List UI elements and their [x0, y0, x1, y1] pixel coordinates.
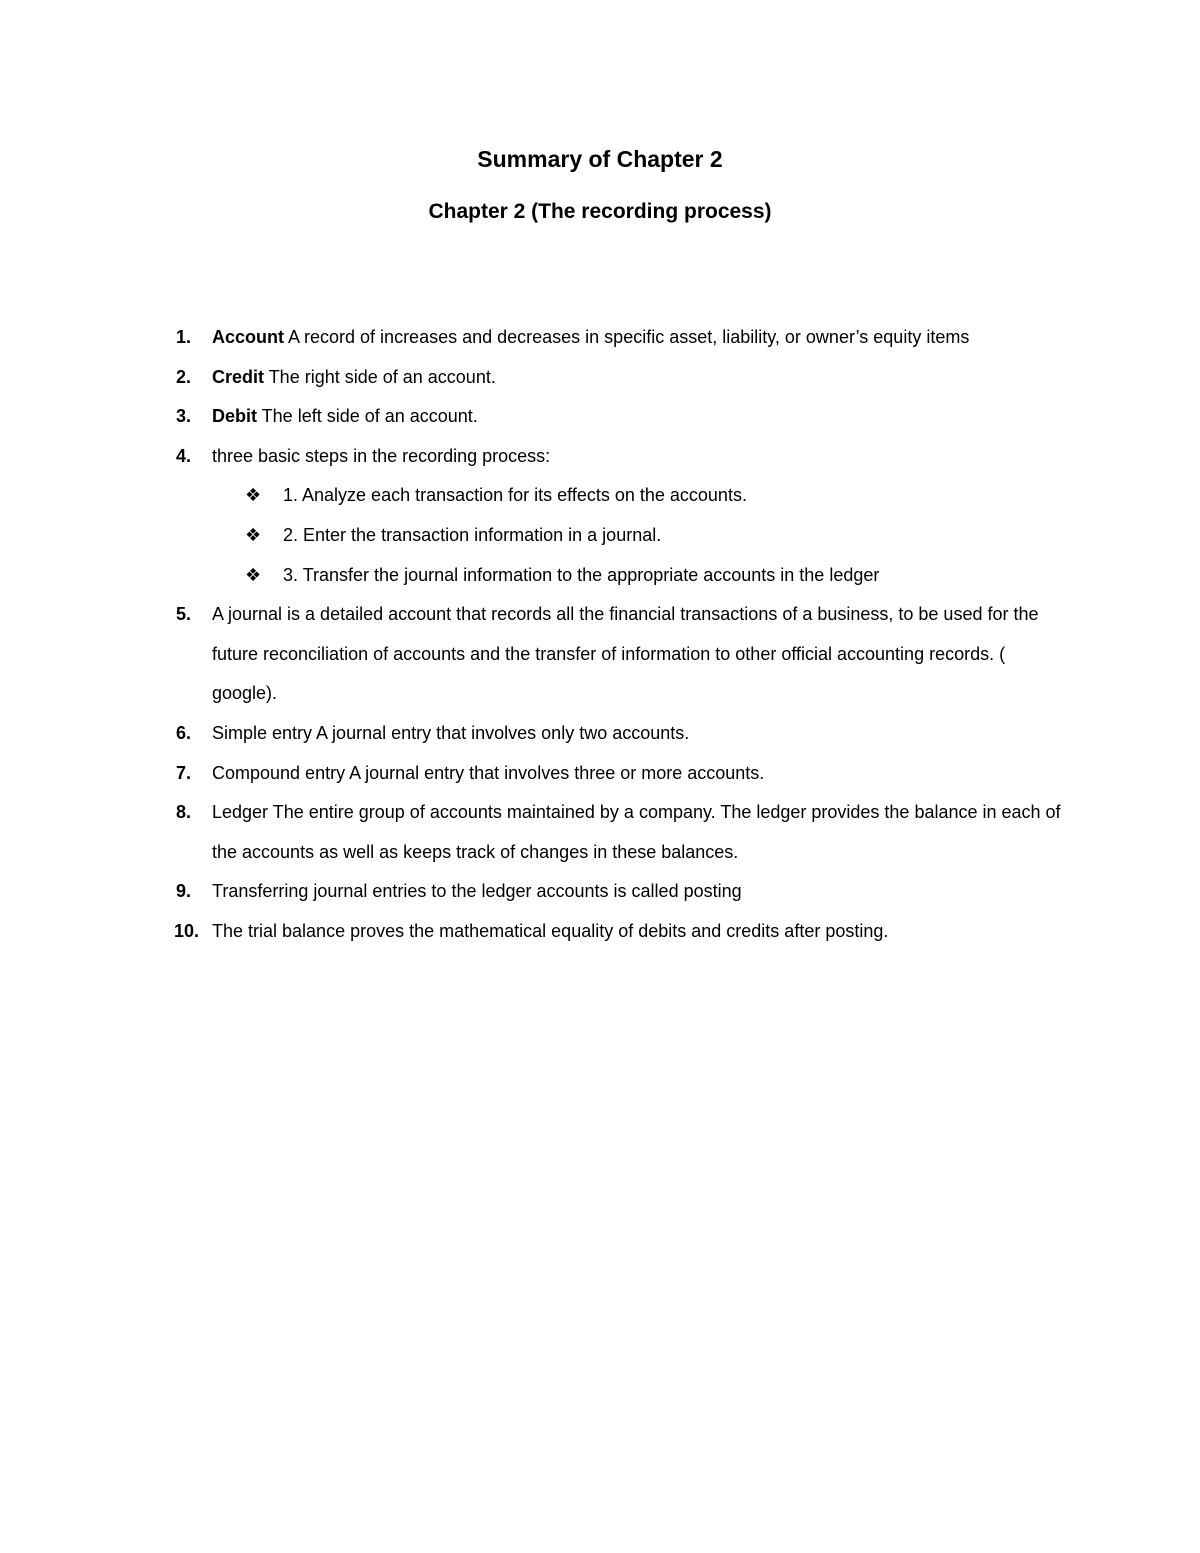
item-text: The right side of an account. [264, 366, 496, 387]
item-number: 2. [176, 366, 192, 387]
list-item [172, 437, 1072, 595]
item-text: The trial balance proves the mathematical equality of debits and credits after posting. [212, 920, 889, 941]
document-subtitle: Chapter 2 (The recording process) [428, 200, 772, 223]
step-number: 1. [283, 485, 299, 506]
item-number: 7. [176, 762, 192, 783]
step-number: 3. [283, 564, 299, 585]
list-item [172, 358, 1072, 398]
step-text: Analyze each transaction for its effects on the accounts. [298, 485, 747, 506]
list-item [172, 872, 1072, 912]
item-number: 3. [176, 406, 192, 427]
step-number: 2. [283, 524, 299, 545]
steps-sublist [212, 476, 1072, 595]
item-term: Credit [212, 366, 265, 387]
list-item [172, 754, 1072, 794]
diamond-bullet-icon: ❖ [245, 524, 262, 545]
item-text: Ledger The entire group of accounts maintained by a company. The ledger provides the balance in each of the accounts as well as keeps track of changes in these balances. [212, 802, 1061, 862]
item-number: 5. [176, 604, 192, 625]
item-text: The left side of an account. [257, 406, 478, 427]
list-item [172, 912, 1072, 952]
item-number: 6. [176, 722, 192, 743]
item-text: three basic steps in the recording process: [212, 445, 551, 466]
step-text: Transfer the journal information to the appropriate accounts in the ledger [298, 564, 880, 585]
item-number: 8. [176, 802, 192, 823]
item-text: Simple entry A journal entry that involves only two accounts. [212, 722, 690, 743]
item-number: 4. [176, 445, 192, 466]
item-number: 1. [176, 327, 192, 347]
list-item [172, 793, 1072, 872]
item-term: Account [212, 327, 284, 347]
item-text: Compound entry A journal entry that involves three or more accounts. [212, 762, 765, 783]
step-text: Enter the transaction information in a journal. [298, 524, 662, 545]
document-title: Summary of Chapter 2 [477, 146, 723, 172]
step-item [212, 556, 1072, 596]
item-number: 9. [176, 881, 192, 902]
diamond-bullet-icon: ❖ [245, 564, 262, 585]
item-number: 10. [174, 920, 200, 941]
item-term: Debit [212, 406, 257, 427]
diamond-bullet-icon: ❖ [245, 485, 262, 506]
item-text: A record of increases and decreases in specific asset, liability, or owner’s equity items [284, 327, 970, 347]
list-item [172, 714, 1072, 754]
list-item [172, 397, 1072, 437]
item-text: Transferring journal entries to the ledger accounts is called posting [212, 881, 742, 902]
step-item [212, 476, 1072, 516]
list-item [172, 318, 1072, 358]
list-item [172, 595, 1072, 714]
step-item [212, 516, 1072, 556]
summary-list [172, 318, 1072, 952]
item-text: A journal is a detailed account that records all the financial transactions of a business, to be used for the future reconciliation of accounts and the transfer of information to other official accounting records. ( google). [212, 604, 1039, 704]
